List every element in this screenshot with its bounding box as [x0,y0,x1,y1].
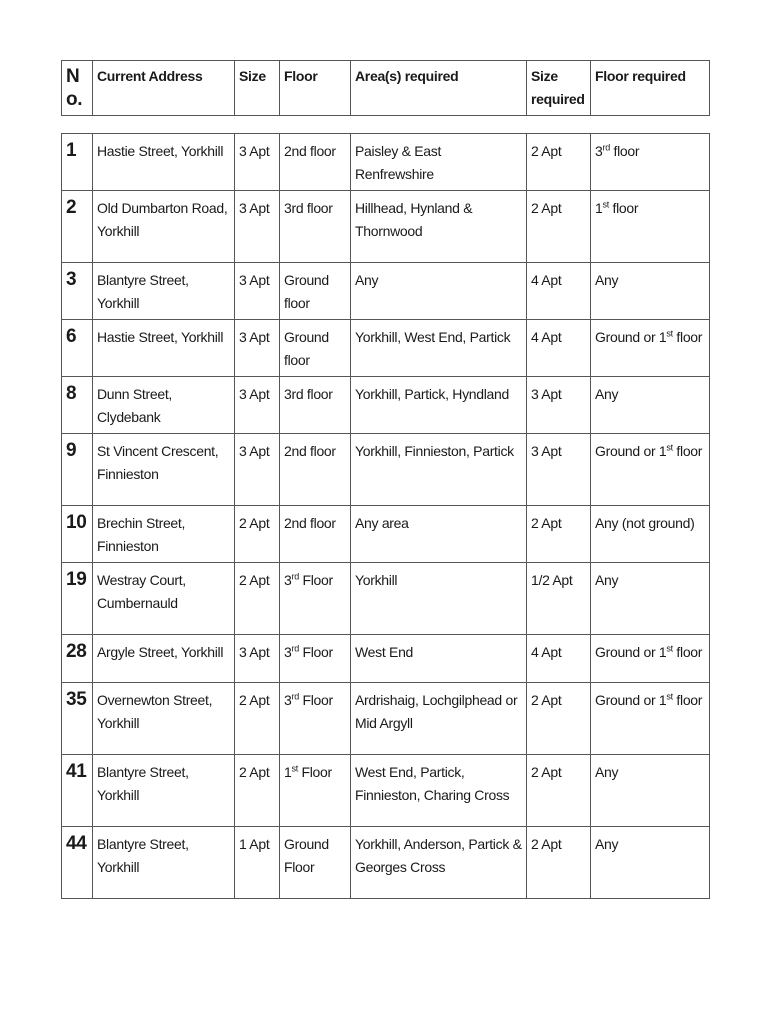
cell-size: 3 Apt [235,134,280,191]
cell-no: 44 [62,827,93,899]
cell-floor [280,683,351,755]
cell-no: 9 [62,434,93,506]
cell-size: 2 Apt [235,506,280,563]
text-part: floor [609,143,640,159]
cell-size: 3 Apt [235,320,280,377]
cell-floor-required [591,320,710,377]
cell-current-address: Westray Court, Cumbernauld [93,563,235,635]
cell-current-address: Argyle Street, Yorkhill [93,635,235,683]
cell-size-required: 2 Apt [527,134,591,191]
cell-size: 3 Apt [235,434,280,506]
cell-current-address: Hastie Street, Yorkhill [93,320,235,377]
cell-size-required: 2 Apt [527,191,591,263]
cell-no: 19 [62,563,93,635]
cell-size: 3 Apt [235,263,280,320]
table-body [62,134,710,899]
cell-size: 3 Apt [235,635,280,683]
header-table [61,60,710,116]
cell-size-required: 4 Apt [527,635,591,683]
swap-list-table [61,133,710,899]
cell-floor-required [591,755,710,827]
cell-floor-required [591,377,710,434]
cell-areas-required: Yorkhill, Finnieston, Partick [351,434,527,506]
text-part: Floor [298,572,333,588]
cell-current-address: Overnewton Street, Yorkhill [93,683,235,755]
cell-areas-required: Yorkhill, Partick, Hyndland [351,377,527,434]
cell-size-required: 2 Apt [527,827,591,899]
cell-size: 2 Apt [235,683,280,755]
text-part: floor [608,200,639,216]
ordinal-suffix: rd [602,142,610,153]
text-part: Ground floor [284,272,329,311]
cell-size: 3 Apt [235,377,280,434]
text-part: Ground or 1 [595,692,667,708]
cell-no: 10 [62,506,93,563]
cell-areas-required: West End, Partick, Finnieston, Charing Cross [351,755,527,827]
table-row [62,755,710,827]
cell-floor [280,377,351,434]
table-row [62,434,710,506]
cell-floor [280,635,351,683]
ordinal-suffix: st [666,442,673,453]
cell-floor-required [591,134,710,191]
cell-areas-required: Ardrishaig, Lochgilphead or Mid Argyll [351,683,527,755]
cell-areas-required: Yorkhill [351,563,527,635]
text-part: 2nd floor [284,515,336,531]
cell-no: 2 [62,191,93,263]
table-row [62,191,710,263]
text-part: Any [595,572,619,588]
cell-areas-required: Hillhead, Hynland & Thornwood [351,191,527,263]
cell-current-address: Blantyre Street, Yorkhill [93,263,235,320]
table-row [62,506,710,563]
cell-no: 3 [62,263,93,320]
cell-no: 35 [62,683,93,755]
cell-current-address: Blantyre Street, Yorkhill [93,755,235,827]
cell-floor-required [591,563,710,635]
header-no: No. [62,61,93,116]
table-row [62,683,710,755]
cell-size-required: 2 Apt [527,683,591,755]
header-floor: Floor [280,61,351,116]
cell-floor-required [591,506,710,563]
cell-floor-required [591,191,710,263]
text-part: Any [595,764,619,780]
text-part: 3 [284,644,292,660]
table-row [62,635,710,683]
cell-current-address: Old Dumbarton Road, Yorkhill [93,191,235,263]
ordinal-suffix: st [291,763,298,774]
cell-areas-required: Paisley & East Renfrewshire [351,134,527,191]
text-part: 2nd floor [284,143,336,159]
ordinal-suffix: rd [291,691,299,702]
table-row [62,377,710,434]
text-part: 3rd floor [284,386,333,402]
text-part: Any [595,272,619,288]
ordinal-suffix: st [602,199,609,210]
cell-size: 3 Apt [235,191,280,263]
text-part: Floor [298,644,333,660]
text-part: Ground Floor [284,836,329,875]
cell-no: 8 [62,377,93,434]
header-areas-required: Area(s) required [351,61,527,116]
text-part: 1 [284,764,292,780]
text-part: Any [595,836,619,852]
table-row [62,134,710,191]
cell-size-required: 2 Apt [527,755,591,827]
ordinal-suffix: rd [291,571,299,582]
ordinal-suffix: st [666,643,673,654]
cell-floor-required [591,683,710,755]
cell-current-address: Blantyre Street, Yorkhill [93,827,235,899]
text-part: 2nd floor [284,443,336,459]
cell-size-required: 4 Apt [527,320,591,377]
header-floor-required: Floor required [591,61,710,116]
text-part: 1 [595,200,603,216]
header-size-required: Size required [527,61,591,116]
text-part: 3 [595,143,603,159]
cell-size-required: 3 Apt [527,434,591,506]
cell-floor [280,827,351,899]
cell-no: 41 [62,755,93,827]
cell-floor [280,263,351,320]
text-part: Any [595,386,619,402]
text-part: floor [672,644,703,660]
text-part: floor [672,329,703,345]
cell-current-address: Hastie Street, Yorkhill [93,134,235,191]
header-row [62,61,710,116]
cell-areas-required: Yorkhill, Anderson, Partick & Georges Cross [351,827,527,899]
cell-size: 2 Apt [235,755,280,827]
ordinal-suffix: rd [291,643,299,654]
text-part: Ground or 1 [595,443,667,459]
cell-floor [280,434,351,506]
cell-size-required: 3 Apt [527,377,591,434]
text-part: Any (not ground) [595,515,695,531]
table-row [62,320,710,377]
cell-current-address: St Vincent Crescent, Finnieston [93,434,235,506]
text-part: floor [672,692,703,708]
text-part: 3rd floor [284,200,333,216]
cell-size-required: 4 Apt [527,263,591,320]
ordinal-suffix: st [666,691,673,702]
cell-floor-required [591,635,710,683]
cell-size-required: 2 Apt [527,506,591,563]
cell-size: 1 Apt [235,827,280,899]
header-size: Size [235,61,280,116]
table-row [62,563,710,635]
cell-floor-required [591,827,710,899]
text-part: floor [672,443,703,459]
text-part: Floor [297,764,332,780]
cell-areas-required: Any [351,263,527,320]
text-part: 3 [284,692,292,708]
cell-floor-required [591,434,710,506]
header-current-address: Current Address [93,61,235,116]
cell-floor [280,134,351,191]
cell-floor [280,191,351,263]
table-row [62,827,710,899]
table-row [62,263,710,320]
cell-floor [280,755,351,827]
text-part: Ground or 1 [595,329,667,345]
cell-floor [280,506,351,563]
cell-size: 2 Apt [235,563,280,635]
cell-current-address: Dunn Street, Clydebank [93,377,235,434]
cell-floor-required [591,263,710,320]
cell-areas-required: West End [351,635,527,683]
ordinal-suffix: st [666,328,673,339]
cell-areas-required: Yorkhill, West End, Partick [351,320,527,377]
text-part: Ground or 1 [595,644,667,660]
cell-current-address: Brechin Street, Finnieston [93,506,235,563]
cell-no: 28 [62,635,93,683]
cell-floor [280,563,351,635]
cell-no: 6 [62,320,93,377]
cell-floor [280,320,351,377]
text-part: 3 [284,572,292,588]
cell-size-required: 1/2 Apt [527,563,591,635]
text-part: Ground floor [284,329,329,368]
cell-no: 1 [62,134,93,191]
text-part: Floor [298,692,333,708]
cell-areas-required: Any area [351,506,527,563]
